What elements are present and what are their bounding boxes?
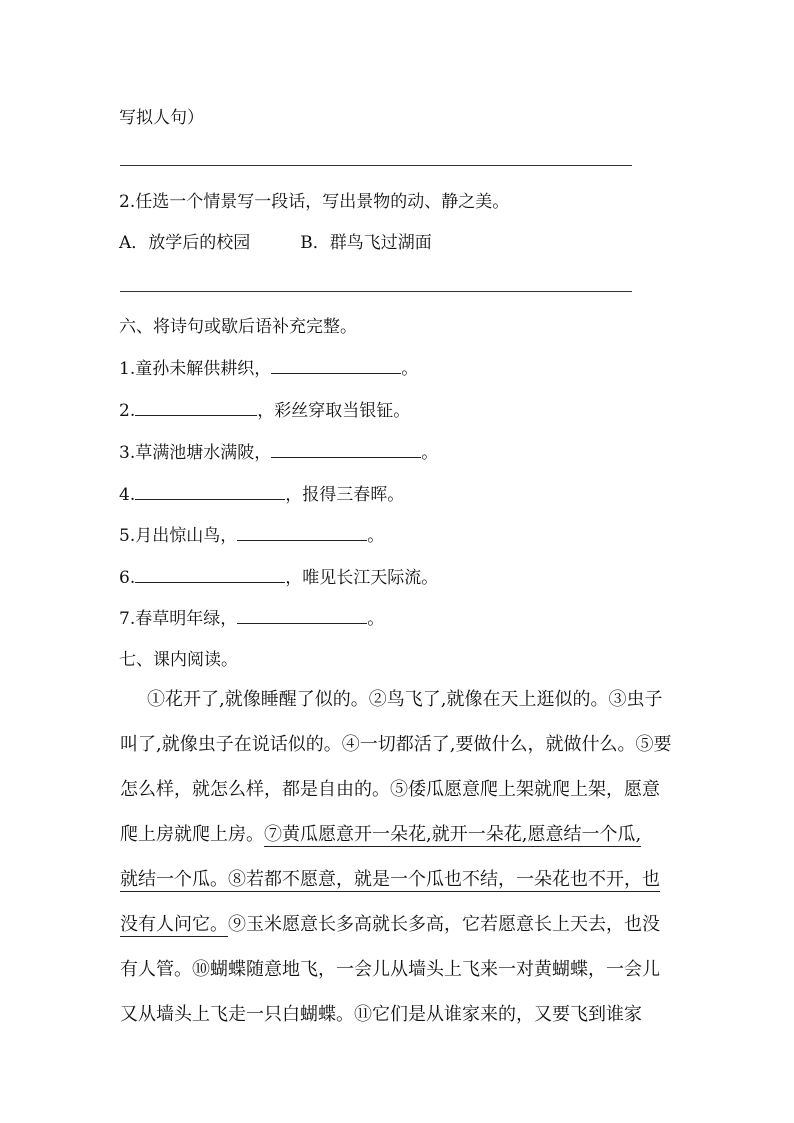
fill-blank[interactable] [135, 565, 285, 583]
fill-blank[interactable] [271, 440, 421, 458]
underlined-sentence: 就结一个瓜。⑧若都不愿意，就是一个瓜也不结，一朵花也不开，也 [120, 869, 660, 890]
passage-line: 有人管。⑩蝴蝶随意地飞，一会儿从墙头上飞来一对黄蝴蝶，一会儿 [120, 959, 660, 980]
fill-item-6: 6. ，唯见长江天际流。 [119, 565, 438, 590]
fill-item-4: 4. ，报得三春晖。 [119, 482, 404, 507]
passage-line [120, 868, 688, 892]
answer-line[interactable] [120, 291, 632, 292]
section-7-heading: 七、课内阅读。 [119, 650, 238, 670]
question-2-options [119, 231, 432, 255]
passage-line: 爬上房就爬上房。⑦黄瓜愿意开一朵花,就开一朵花,愿意结一个瓜, [120, 824, 642, 845]
passage-line: ①花开了,就像睡醒了似的。②鸟飞了,就像在天上逛似的。③虫子 [147, 689, 663, 710]
fill-item-5: 5.月出惊山鸟， 。 [119, 523, 384, 548]
option-a: A．放学后的校园 [119, 233, 251, 253]
fill-blank[interactable] [135, 398, 257, 416]
underlined-sentence: ⑦黄瓜愿意开一朵花,就开一朵花,愿意结一个瓜, [264, 824, 642, 845]
section-6-heading: 六、将诗句或歇后语补充完整。 [119, 317, 357, 337]
fill-item-3: 3.草满池塘水满陂， 。 [119, 440, 438, 465]
fill-blank[interactable] [237, 523, 367, 541]
question-2-prompt: 2.任选一个情景写一段话，写出景物的动、静之美。 [119, 192, 510, 212]
fill-item-7: 7.春草明年绿， 。 [119, 606, 384, 631]
fill-blank[interactable] [135, 482, 285, 500]
passage-line: 叫了,就像虫子在说话似的。④一切都活了,要做什么，就做什么。⑤要 [120, 734, 672, 755]
answer-line[interactable] [120, 165, 632, 166]
underlined-sentence: 没有人问它。 [120, 914, 228, 935]
fill-blank[interactable] [237, 606, 367, 624]
passage-line: 没有人问它。⑨玉米愿意长多高就长多高，它若愿意长上天去，也没 [120, 914, 660, 935]
continued-instruction: 写拟人句） [119, 108, 204, 128]
fill-blank[interactable] [271, 356, 401, 374]
passage-line: 又从墙头上飞走一只白蝴蝶。⑪它们是从谁家来的，又要飞到谁家 [120, 1004, 642, 1025]
passage-line: 怎么样，就怎么样，都是自由的。⑤倭瓜愿意爬上架就爬上架，愿意 [120, 779, 660, 800]
option-b: B．群鸟飞过湖面 [300, 233, 432, 253]
fill-item-2: 2. ，彩丝穿取当银钲。 [119, 398, 410, 423]
fill-item-1: 1.童孙未解供耕织， 。 [119, 356, 418, 381]
